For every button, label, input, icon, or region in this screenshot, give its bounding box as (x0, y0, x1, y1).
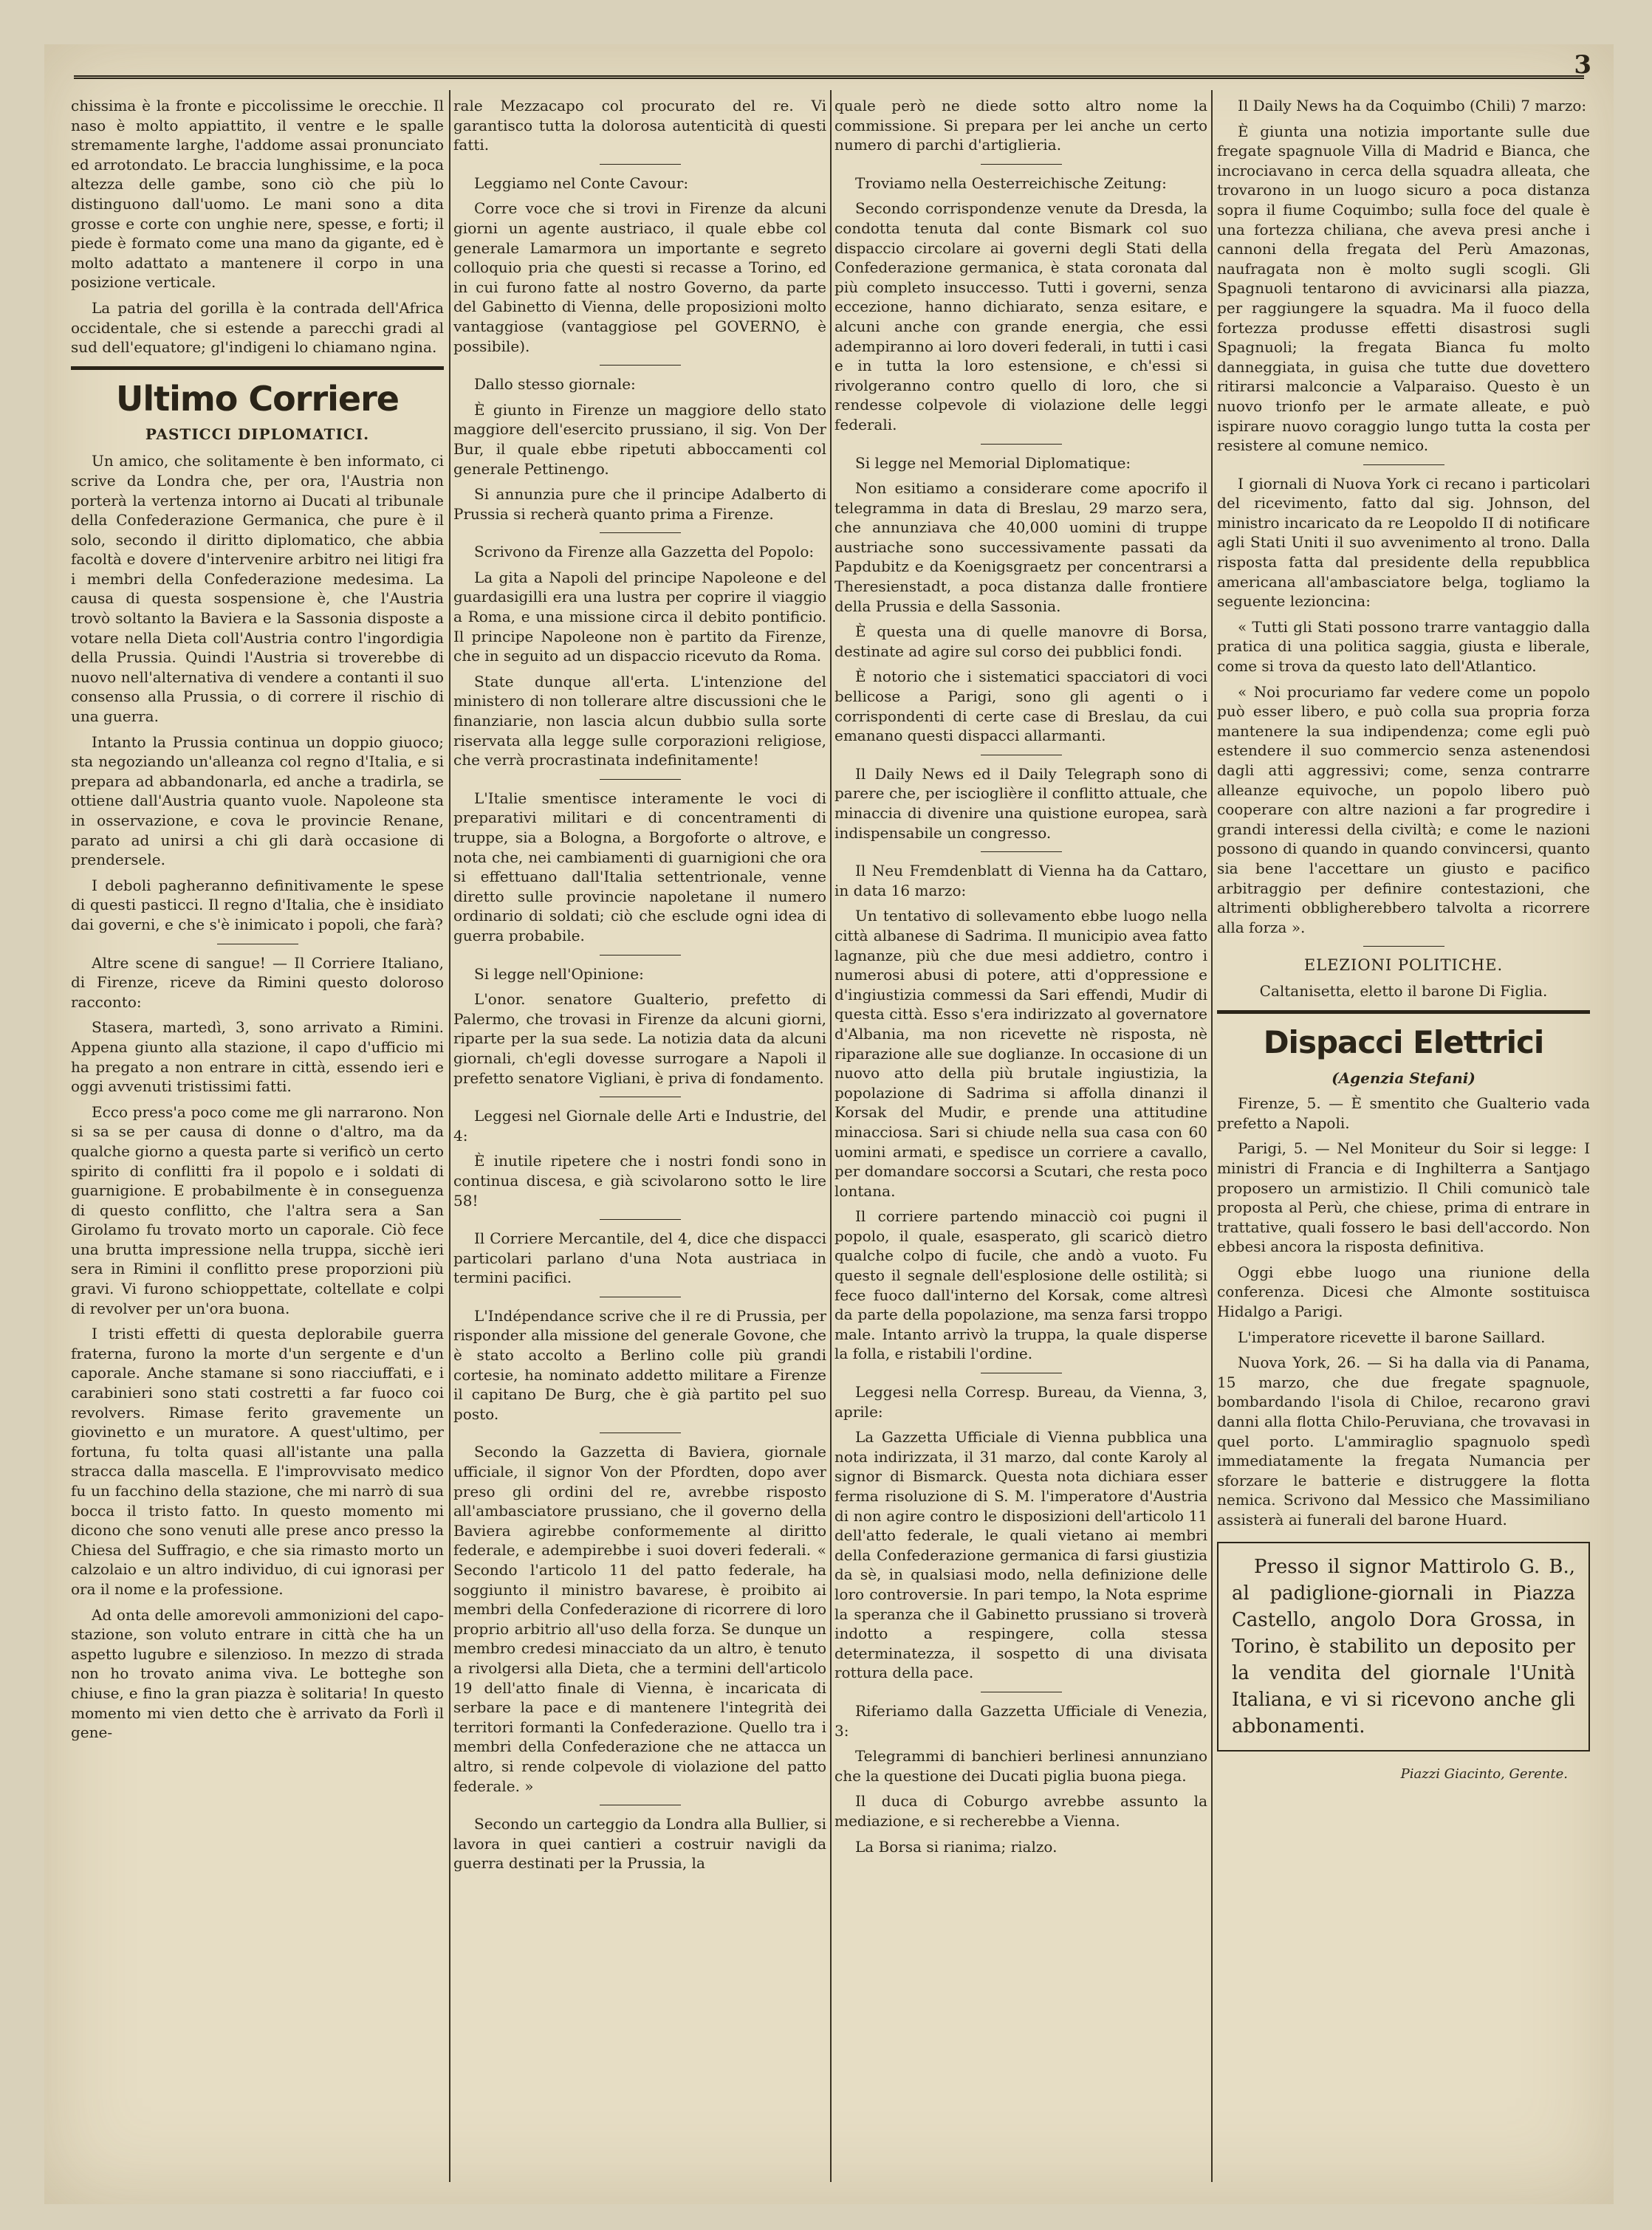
paragraph: Leggesi nella Corresp. Bureau, da Vienna, 3, aprile: (834, 1383, 1207, 1421)
paragraph: La Borsa si rianima; rialzo. (855, 1837, 1058, 1856)
paragraph: Nuova York, 26. — Si ha dalla via di Panama, 15 marzo, che due fregate spagnuole, bombardando l'isola di Chiloe, recarono gravi danni alla flotta Chilo-Peruviana, che trovavasi in quel porto. L'ammiraglio spagnuolo spedì immediatamente la fregata Numancia per sforzare le batterie e distruggere la flotta nemica. Scrivono dal Messico che Massimiliano assisterà ai funerali del barone Huard. (1217, 1354, 1590, 1529)
column-3 (834, 96, 1207, 2182)
paragraph: La gita a Napoli del principe Napoleone e del guardasigilli era una lustra per coprire il viaggio a Roma, e una missione circa il debito pontificio. Il principe Napoleone non è partito da Firenze, che in seguito ad un dispaccio ricevuto da Roma. (453, 568, 826, 665)
paragraph: Si legge nel Memorial Diplomatique: (855, 453, 1131, 472)
paragraph: È questa una di quelle manovre di Borsa, destinate ad agire sul corso dei pubblici fondi. (834, 622, 1207, 660)
paragraph: Secondo corrispondenze venute da Dresda, la condotta tenuta dal conte Bismark col suo dispaccio circolare ai governi degli Stati della Confederazione germanica, è stata coronata dal più completo insuccesso. Tutti i governi, senza eccezione, hanno dichiarato, senza esitare, e alcuni anche con grande energia, che essi adempiranno ai loro doveri federali, in tutti i casi e in tutta la loro estensione, e ch'essi si rivolgeranno contro quello di loro, che si rendesse colpevole di violazione delle leggi federali. (834, 199, 1207, 433)
separator (600, 779, 681, 780)
headline-ultimo-corriere: Ultimo Corriere (115, 378, 399, 419)
separator (600, 532, 681, 533)
paragraph: L'imperatore ricevette il barone Saillard. (1238, 1328, 1546, 1346)
page-number: 3 (1574, 50, 1591, 80)
section-rule (1217, 1010, 1590, 1014)
paragraph: La Gazzetta Ufficiale di Vienna pubblica una nota indirizzata, il 31 marzo, dal conte Karoly al signor di Bismarck. Questa nota dichiara esser ferma risoluzione di S. M. l'imperatore d'Austria di non agire contro le disposizioni dell'articolo 11 dell'atto federale, le quali vietano ai membri della Confederazione germanica di farsi giustizia da sè, in qualsiasi modo, nella definizione delle loro controversie. In pari tempo, la Nota esprime la speranza che il Gabinetto prussiano si troverà indotto a respingere, colla stessa determinatezza, il sospetto di una divisata rottura della pace. (834, 1428, 1207, 1682)
paragraph: Stasera, martedì, 3, sono arrivato a Rimini. Appena giunto alla stazione, il capo d'ufficio mi ha pregato a non entrare in città, essendo ieri e oggi avvenuti tristissimi fatti. (71, 1018, 444, 1096)
paragraph: chissima è la fronte e piccolissime le orecchie. Il naso è molto appiattito, il ventre e le spalle stremamente larghe, l'addome assai pronunciato ed arrotondato. Le braccia lunghissime, e la poca altezza delle gambe, sono ciò che più lo distinguono dall'uomo. Le mani sono a dita grosse e corte con unghie nere, spesse, e forti; il piede è formato come una mano da gigante, ed è molto adattato a mantenere il corpo in una posizione verticale. (71, 97, 444, 292)
paragraph: È notorio che i sistematici spacciatori di voci bellicose a Parigi, sono gli agenti o i corrispondenti di certe case di Breslau, da cui emanano questi dispacci allarmanti. (834, 668, 1207, 745)
paragraph: Intanto la Prussia continua un doppio giuoco; sta negoziando un'alleanza col regno d'Italia, e si prepara ad abbandonarla, ed anche a tradirla, se ottiene dall'Austria quanto vuole. Napoleone sta in osservazione, e cova le provincie Renane, parato ad unirsi a chi gli darà occasione di prendersele. (71, 733, 444, 869)
paragraph: È inutile ripetere che i nostri fondi sono in continua discesa, e già scivolarono sotto le lire 58! (453, 1152, 826, 1210)
separator (1363, 464, 1444, 465)
top-rule (74, 75, 1584, 79)
paragraph: Oggi ebbe luogo una riunione della conferenza. Dicesi che Almonte sostituisca Hidalgo a Parigi. (1217, 1263, 1590, 1321)
paragraph: Il Corriere Mercantile, del 4, dice che dispacci particolari parlano d'una Nota austriaca in termini pacifici. (453, 1229, 826, 1287)
paragraph: quale però ne diede sotto altro nome la commissione. Si prepara per lei anche un certo numero di parchi d'artiglieria. (834, 97, 1207, 154)
separator (600, 365, 681, 366)
paragraph: Secondo un carteggio da Londra alla Bullier, si lavora in quei cantieri a costruir navigli da guerra destinati per la Prussia, la (453, 1815, 826, 1873)
paragraph: Il corriere partendo minacciò coi pugni il popolo, il quale, esasperato, gli scaricò dietro qualche colpo di fucile, che andò a vuoto. Fu questo il segnale dell'esplosione delle ostilità; si fece fuoco dall'interno del Korsak, come altresì da parte della popolazione, ma senza farsi troppo male. Intanto arrivò la truppa, la quale disperse la folla, e ristabili l'ordine. (834, 1207, 1207, 1363)
paragraph: rale Mezzacapo col procurato del re. Vi garantisco tutta la dolorosa autenticità di questi fatti. (453, 97, 826, 154)
paragraph: Un amico, che solitamente è ben informato, ci scrive da Londra che, per ora, l'Austria non porterà la vertenza intorno ai Ducati al tribunale della Confederazione Germanica, che pure è il solo, secondo il diritto diplomatico, che abbia facoltà e dovere d'intervenire arbitro nei litigi fra i membri della Confederazione medesima. La causa di questa sospensione è, che l'Austria trovò soltanto la Baviera e la Sassonia disposte a votare nella Dieta coll'Austria contro l'ingordigia della Prussia. Quindi l'Austria si troverebbe di nuovo nell'alternativa di vendere a contanti il suo consenso alla Prussia, o di correre il rischio di una guerra. (71, 452, 444, 726)
paragraph: Corre voce che si trovi in Firenze da alcuni giorni un agente austriaco, il quale ebbe col generale Lamarmora un importante e segreto colloquio pria che questi si recasse a Torino, ed in cui furono fatte al nostro Governo, da parte del Gabinetto di Vienna, delle proposizioni molto vantaggiose (vantaggiose pel GOVERNO, è possibile). (453, 199, 826, 355)
advertisement-text: Presso il signor Mattirolo G. B., al padiglione-giornali in Piazza Castello, angolo Dora Grossa, in Torino, è stabilito un deposito per la vendita del giornale l'Unità Italiana, e vi si ricevono anche gli abbonamenti. (1232, 1555, 1575, 1737)
separator (600, 164, 681, 165)
paragraph: Non esitiamo a considerare come apocrifo il telegramma in data di Breslau, 29 marzo sera, che annunziava che 40,000 uomini di truppe austriache sono successivamente passati da Papdubitz e da Koenigsgraetz per concentrarsi a Theresienstadt, a poca distanza dalle frontiere della Prussia e della Sassonia. (834, 479, 1207, 615)
paragraph: I tristi effetti di questa deplorabile guerra fraterna, furono la morte d'un sergente e d'un caporale. Anche stamane si sono riacciuffati, e i carabinieri sono stati costretti a far fuoco coi revolvers. Rimase ferito gravemente un giovinetto e un muratore. A quest'ultimo, per fortuna, fu tolta quasi all'istante una palla stracca dalla mascella. E l'improvvisato medico fu un facchino della stazione, che mi narrò di sua bocca il tristo fatto. In questo momento mi dicono che sono venuti alle prese anco presso la Chiesa del Suffragio, e che sia rimasto morto un calzolaio e un altro individuo, di cui ignorasi per ora il nome e la professione. (71, 1325, 444, 1598)
paragraph: L'Italie smentisce interamente le voci di preparativi militari e di concentramenti di truppe, sia a Bologna, a Borgoforte o altrove, e nota che, nei cambiamenti di guarnigioni che ora si effettuano dall'Italia settentrionale, venne diretto sulle provincie napoletane il numero ordinario di soldati; ciò che esclude ogni idea di guerra probabile. (453, 789, 826, 944)
paragraph: È giunta una notizia importante sulle due fregate spagnuole Villa di Madrid e Bianca, che incrociavano in cerca della squadra alleata, che trovarono in un luogo sicuro a poca distanza sopra il fiume Coquimbo; sulla foce del quale è una fortezza chiliana, che aveva presi anche i cannoni della fregata del Perù Amazonas, naufragata non è molto sugli scogli. Gli Spagnuoli tentarono di avvicinarsi alla piazza, per raggiungere la squadra. Ma il fuoco della fortezza produsse effetti disastrosi sugli Spagnuoli; la fregata Bianca fu molto danneggiata, in guisa che tutte due dovettero ritirarsi malconcie a Valparaiso. Questo è un nuovo trionfo per le armate alleate, e può ispirare nuovo coraggio lungo tutta la costa per resistere al comune nemico. (1217, 122, 1590, 455)
subhead: PASTICCI DIPLOMATICI. (145, 425, 370, 443)
paragraph: State dunque all'erta. L'intenzione del ministero di non tollerare altre discussioni che le finanziarie, non lascia alcun dubbio sulla sorte riservata alla legge sulle corporazioni religiose, che verrà procrastinata indefinitamente! (453, 672, 826, 769)
separator (600, 955, 681, 956)
paragraph: È giunto in Firenze un maggiore dello stato maggiore dell'esercito prussiano, il sig. Von Der Bur, il quale ebbe ripetuti abboccamenti col generale Pettinengo. (453, 400, 826, 478)
column-2 (453, 96, 826, 2182)
paragraph: La patria del gorilla è la contrada dell'Africa occidentale, che si estende a parecchi gradi al sud dell'equatore; gl'indigeni lo chiamano ngina. (71, 298, 444, 357)
paragraph: Si legge nell'Opinione: (474, 964, 644, 983)
column-4 (1217, 96, 1590, 2182)
advertisement-box (1217, 1542, 1590, 1752)
column-1 (71, 96, 444, 2182)
column-rule (1211, 90, 1213, 2182)
paragraph: L'Indépendance scrive che il re di Prussia, per risponder alla missione del generale Govone, che è stato accolto a Berlino colle più grandi cortesie, ha nominato addetto militare a Firenze il capitano De Burg, che è già partito pel suo posto. (453, 1306, 826, 1423)
paragraph: Il Neu Fremdenblatt di Vienna ha da Cattaro, in data 16 marzo: (834, 862, 1207, 899)
paragraph: I giornali di Nuova York ci recano i particolari del ricevimento, fatto dal sig. Johnson, del ministro incaricato da re Leopoldo II di notificare agli Stati Uniti il suo avvenimento al trono. Dalla risposta fatta dal presidente della repubblica americana all'ambasciatore belga, togliamo la seguente lezioncina: (1217, 474, 1590, 611)
paragraph: Il Daily News ha da Coquimbo (Chili) 7 marzo: (1238, 97, 1587, 114)
paragraph: L'onor. senatore Gualterio, prefetto di Palermo, che trovasi in Firenze da alcuni giorni, riparte per la sua sede. La notizia data da alcuni giornali, ch'egli dovesse surrogare a Napoli il prefetto senatore Vigliani, è priva di fondamento. (453, 990, 826, 1087)
section-rule (71, 366, 444, 370)
paragraph: Leggesi nel Giornale delle Arti e Industrie, del 4: (453, 1107, 826, 1145)
elezioni-text: Caltanisetta, eletto il barone Di Figlia. (1259, 981, 1548, 1000)
newspaper-page (44, 44, 1614, 2204)
separator (1363, 946, 1444, 947)
paragraph: Si annunzia pure che il principe Adalberto di Prussia si recherà quanto prima a Firenze. (453, 485, 826, 523)
paragraph: Altre scene di sangue! — Il Corriere Italiano, di Firenze, riceve da Rimini questo doloroso racconto: (71, 953, 444, 1011)
paragraph: Telegrammi di banchieri berlinesi annunziano che la questione dei Ducati piglia buona piega. (834, 1747, 1207, 1785)
separator (600, 1219, 681, 1220)
paragraph: Ad onta delle amorevoli ammonizioni del capo-stazione, son voluto entrare in città che ha un aspetto lugubre e silenzioso. In mezzo di strada non ho trovato anima viva. Le botteghe son chiuse, e fino la gran piazza è solitaria! In questo momento mi vien detto che è arrivato da Forlì il gene- (71, 1605, 444, 1742)
paragraph: « Tutti gli Stati possono trarre vantaggio dalla pratica di una politica saggia, giusta e liberale, come si trova da questo lato dell'Atlantico. (1217, 617, 1590, 676)
paragraph: « Noi procuriamo far vedere come un popolo può esser libero, e può colla sua propria forza mantenere la sua indipendenza; come egli può estendere il suo commercio senza astenendosi dagli atti aggressivi; come, senza contrarre alleanze equivoche, un popolo libero può cooperare con altre nazioni a far progredire i grandi interessi della civiltà; e come le nazioni possono di quando in quando convincersi, quanto sia bene l'accettare un giusto e pacifico arbitraggio per definire contestazioni, che altrimenti obbligherebbero talvolta a ricorrere alla forza ». (1217, 682, 1590, 936)
separator (981, 851, 1062, 852)
paragraph: Scrivono da Firenze alla Gazzetta del Popolo: (474, 543, 815, 561)
separator (981, 164, 1062, 165)
gerente-signature: Piazzi Giacinto, Gerente. (1400, 1766, 1568, 1782)
column-rule (830, 90, 832, 2182)
dispacci-agency: (Agenzia Stefani) (1331, 1068, 1476, 1087)
elezioni-title: ELEZIONI POLITICHE. (1303, 956, 1504, 975)
paragraph: Dallo stesso giornale: (474, 375, 636, 394)
paragraph: I deboli pagheranno definitivamente le spese di questi pasticci. Il regno d'Italia, che è insidiato dai governi, e che s'è inimicato i popoli, che farà? (71, 876, 444, 933)
column-rule (449, 90, 450, 2182)
paragraph: Il Daily News ed il Daily Telegraph sono di parere che, per iscioglière il conflitto attuale, che minaccia di divenire una quistione europea, sarà indispensabile un congresso. (834, 764, 1207, 842)
paragraph: Il duca di Coburgo avrebbe assunto la mediazione, e si recherebbe a Vienna. (834, 1792, 1207, 1830)
paragraph: Leggiamo nel Conte Cavour: (474, 174, 689, 192)
paragraph: Secondo la Gazzetta di Baviera, giornale ufficiale, il signor Von der Pfordten, dopo aver preso gli ordini del re, avrebbe risposto all'ambasciatore prussiano, che il governo della Baviera agirebbe conformemente al diritto federale, e adempirebbe i suoi doveri federali. « Secondo l'articolo 11 del patto federale, ha soggiunto il ministro bavarese, è proibito ai membri della Confederazione di ricorrere di loro proprio arbitrio all'uso della forza. Se dunque un membro credesi minacciato da un altro, è tenuto a rivolgersi alla Dieta, che a termini dell'articolo 19 dell'atto finale di Vienna, è incaricata di serbare la pace e di mantenere l'integrità dei territori formanti la Confederazione. Quello tra i membri della Confederazione che ne attacca un altro, si rende colpevole di violazione del patto federale. » (453, 1443, 826, 1795)
paragraph: Firenze, 5. — È smentito che Gualterio vada prefetto a Napoli. (1217, 1094, 1590, 1132)
paragraph: Un tentativo di sollevamento ebbe luogo nella città albanese di Sadrima. Il municipio avea fatto lagnanze, più che due mesi addietro, contro i numerosi abusi di potere, atti d'oppressione e d'ingiustizia commessi da Sari effendi, Mudir di questa città. Esso s'era indirizzato al governatore d'Albania, ma non ricevette nè risposta, nè riparazione alle sue doglianze. In occasione di un nuovo atto della più brutale ingiustizia, la popolazione di Sadrima si affolla dinanzi il Korsak del Mudir, e prende una attitudine minacciosa. Sari si chiude nella sua casa con 60 uomini armati, e spedisce un corriere a cavallo, per domandare soccorsi a Scutari, che resta poco lontana. (834, 907, 1207, 1200)
paragraph: Riferiamo dalla Gazzetta Ufficiale di Venezia, 3: (834, 1701, 1207, 1740)
separator (981, 444, 1062, 445)
headline-dispacci-elettrici: Dispacci Elettrici (1263, 1023, 1544, 1060)
paragraph: Ecco press'a poco come me gli narrarono. Non si sa se per causa di donne o d'altro, ma da qualche giorno a questa parte si verificò un certo spirito di conflitti fra il popolo e i soldati di guarnigione. E probabilmente è in conseguenza di questo conflitto, che l'altra sera a San Girolamo fu trovato morto un caporale. Ciò fece una brutta impressione nella truppa, sicchè ieri sera in Rimini il conflitto prese proporzioni più gravi. Vi furono schioppettate, coltellate e colpi di revolver per un'ora buona. (71, 1102, 444, 1317)
paragraph: Troviamo nella Oesterreichische Zeitung: (855, 174, 1167, 192)
paragraph: Parigi, 5. — Nel Moniteur du Soir si legge: I ministri di Francia e di Inghilterra a Santjago proposero un armistizio. Il Chili comunicò tale proposta al Perù, che chiese, prima di entrare in trattative, quali fossero le basi dell'accordo. Non ebbesi ancora la risposta definitiva. (1217, 1139, 1590, 1256)
